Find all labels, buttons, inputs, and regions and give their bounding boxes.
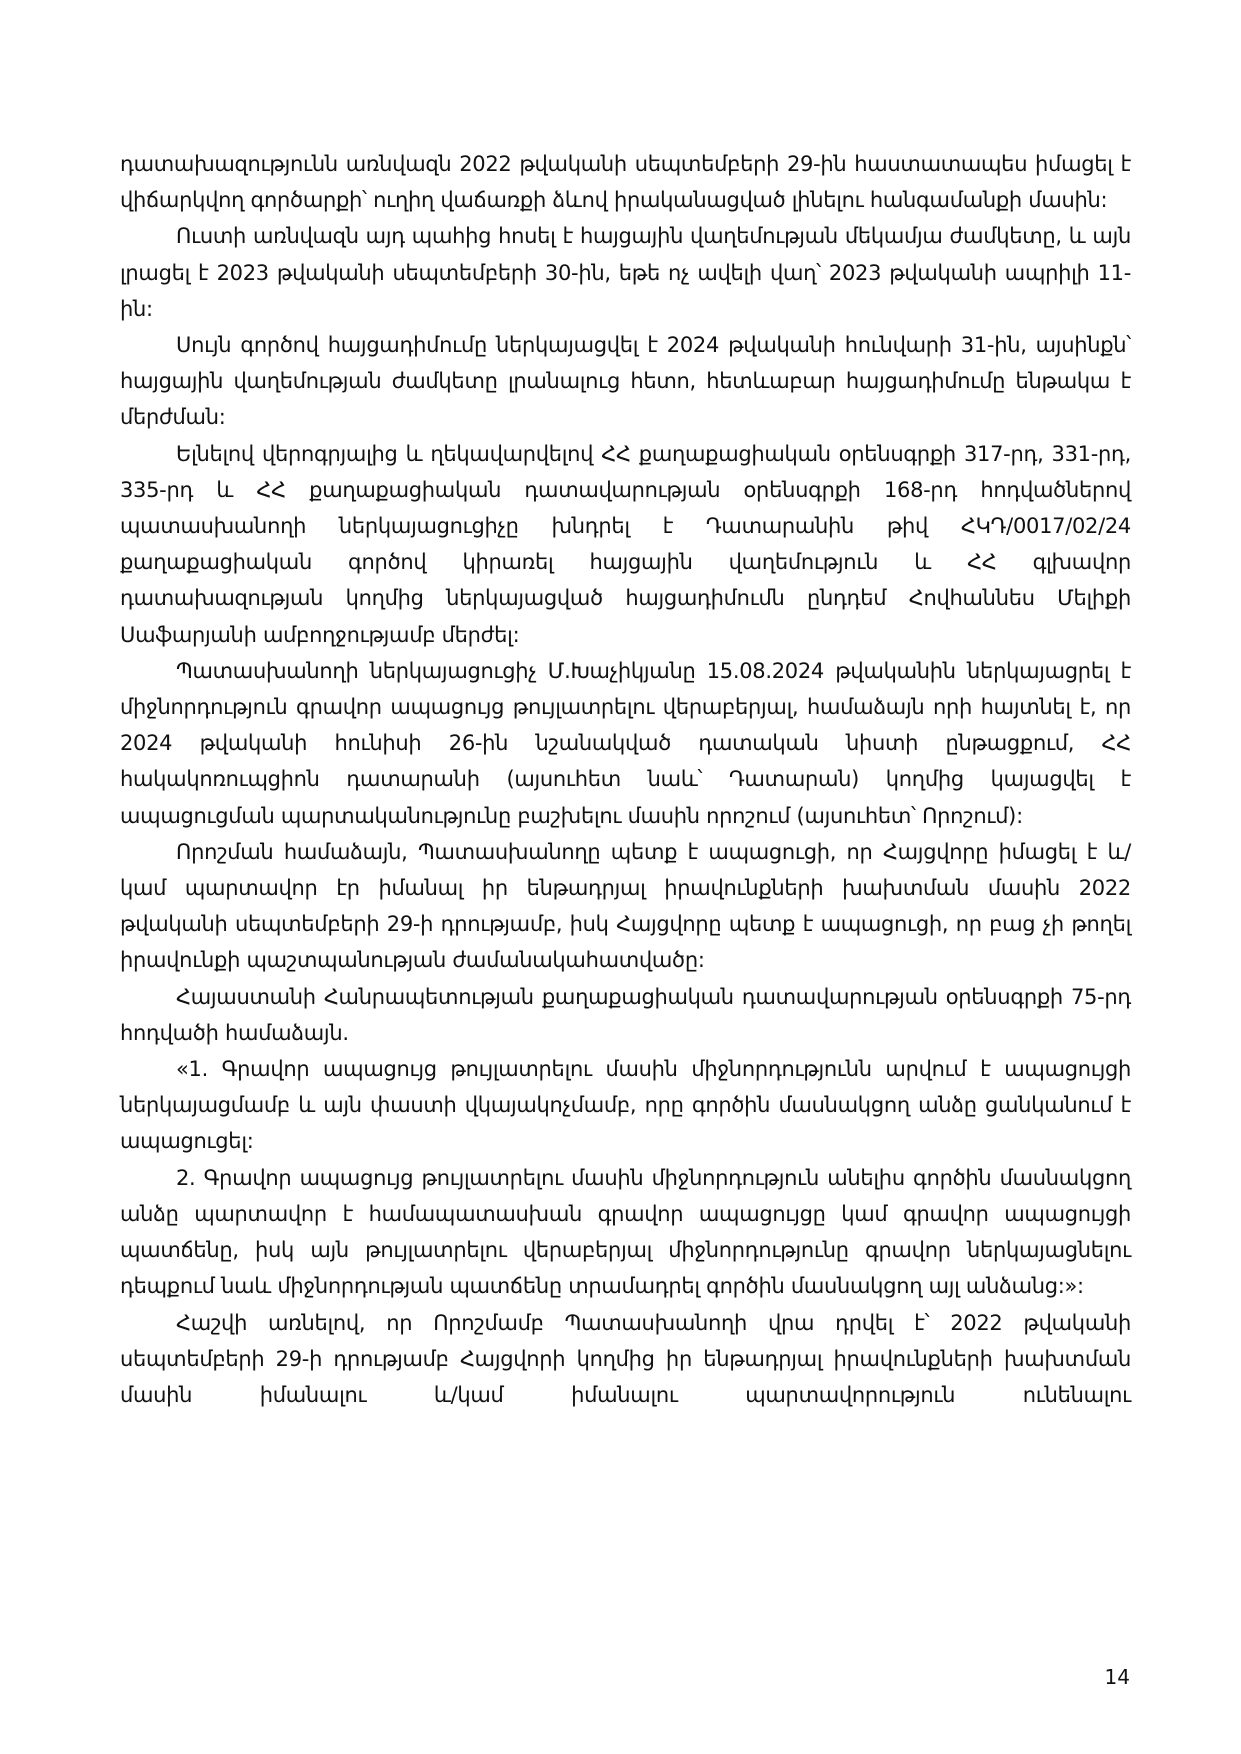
paragraph-motion-evidence: Պատասխանողի ներկայացուցիչ Մ.Խաչիկյանը 15.08.2024 թվականին ներկայացրել է միջնորդություն գրավոր ապացույց թույլատրելու վերաբերյալ, համաձայն որի հայտնել է, որ 2024 թվականի հունիսի 26-ին նշանակված դատական նիստի ընթացքում, ՀՀ հակակոռուպցիոն դատարանի (այսուհետ նաև՝ Դատարան) կողմից կայացվել է ապացուցման պարտականությունը բաշխելու մասին որոշում (այսուհետ՝ Որոշում): — [120, 658, 1131, 828]
page-number: 14 — [1104, 1665, 1130, 1689]
paragraph-burden-of-proof: Որոշման համաձայն, Պատասխանողը պետք է ապացուցի, որ Հայցվորը իմացել է և/կամ պարտավոր էր իմանալ իր ենթադրյալ իրավունքների խախտման մասին 2022 թվականի սեպտեմբերի 29-ի դրությամբ, իսկ Հայցվորը պետք է ապացուցի, որ բաց չի թողել իրավունքի պաշտպանության ժամանակահատվածը: — [120, 839, 1131, 973]
document-page-body — [120, 146, 1131, 1413]
paragraph-quote-item-2: 2. Գրավոր ապացույց թույլատրելու մասին միջնորդություն անելիս գործին մասնակցող անձը պարտավոր է համապատասխան գրավոր ապացույցը կամ գրավոր ապացույցի պատճենը, իսկ այն թույլատրելու վերաբերյալ միջնորդությունը գրավոր ներկայացնելու դեպքում նաև միջնորդության պատճենը տրամադրել գործին մասնակցող այլ անձանց:»: — [120, 1165, 1131, 1299]
paragraph-request-dismissal: Ելնելով վերոգրյալից և ղեկավարվելով ՀՀ քաղաքացիական օրենսգրքի 317-րդ, 331-րդ, 335-րդ և ՀՀ քաղաքացիական դատավարության օրենսգրքի 168-րդ հոդվածներով պատասխանողի ներկայացուցիչը խնդրել է Դատարանին թիվ ՀԿԴ/0017/02/24 քաղաքացիական գործով կիրառել հայցային վաղեմություն և ՀՀ գլխավոր դատախազության կողմից ներկայացված հայցադիմումն ընդդեմ Հովհաննես Մելիքի Սաֆարյանի ամբողջությամբ մերժել: — [120, 441, 1131, 647]
paragraph-considering: Հաշվի առնելով, որ Որոշմամբ Պատասխանողի վրա դրվել է՝ 2022 թվականի սեպտեմբերի 29-ի դրությամբ Հայցվորի կողմից իր ենթադրյալ իրավունքների խախտման մասին իմանալու և/կամ իմանալու պարտավորություն ունենալու — [120, 1310, 1131, 1407]
paragraph-continuation: դատախազությունն առնվազն 2022 թվականի սեպտեմբերի 29-ին հաստատապես իմացել է վիճարկվող գործարքի՝ ուղիղ վաճառքի ձևով իրականացված լինելու հանգամանքի մասին: — [120, 152, 1131, 213]
paragraph-quote-item-1: «1. Գրավոր ապացույց թույլատրելու մասին միջնորդությունն արվում է ապացույցի ներկայացմամբ և այն փաստի վկայակոչմամբ, որը գործին մասնակցող անձը ցանկանում է ապացուցել: — [120, 1057, 1131, 1154]
paragraph-code-reference: Հայաստանի Հանրապետության քաղաքացիական դատավարության օրենսգրքի 75-րդ հոդվածի համաձայն. — [120, 984, 1131, 1045]
paragraph-claim-filed: Սույն գործով հայցադիմումը ներկայացվել է 2024 թվականի հունվարի 31-ին, այսինքն՝ հայցային վաղեմության ժամկետը լրանալուց հետո, հետևաբար հայցադիմումը ենթակա է մերժման: — [120, 333, 1131, 430]
paragraph-limitation-period: Ուստի առնվազն այդ պահից հոսել է հայցային վաղեմության մեկամյա ժամկետը, և այն լրացել է 2023 թվականի սեպտեմբերի 30-ին, եթե ոչ ավելի վաղ՝ 2023 թվականի ապրիլի 11-ին: — [120, 224, 1131, 321]
